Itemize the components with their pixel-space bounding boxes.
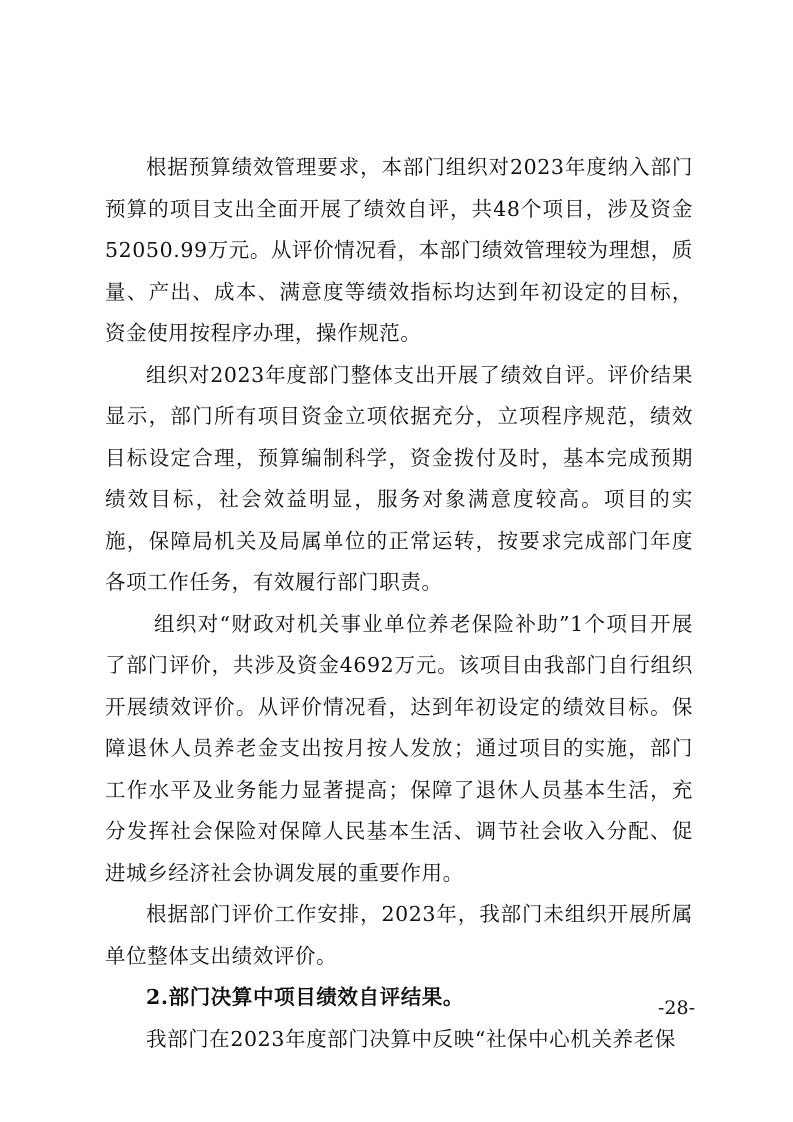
paragraph-3: 组织对“财政对机关事业单位养老保险补助”1个项目开展了部门评价，共涉及资金4692万元。该项目由我部门自行组织开展绩效评价。从评价情况看，达到年初设定的绩效目标。保障退休人员养老金支出按月按人发放；通过项目的实施，部门工作水平及业务能力显著提高；保障了退休人员基本生活，充分发挥社会保险对保障人民基本生活、调节社会收入分配、促进城乡经济社会协调发展的重要作用。 (105, 611, 693, 885)
page-number: -28- (657, 997, 695, 1019)
paragraph-1: 根据预算绩效管理要求，本部门组织对2023年度纳入部门预算的项目支出全面开展了绩效自评，共48个项目，涉及资金52050.99万元。从评价情况看，本部门绩效管理较为理想，质量、产出、成本、满意度等绩效指标均达到年初设定的目标，资金使用按程序办理，操作规范。 (105, 155, 693, 345)
section-heading: 2.部门决算中项目绩效自评结果。 (146, 985, 464, 1009)
paragraph-4: 根据部门评价工作安排，2023年，我部门未组织开展所属单位整体支出绩效评价。 (105, 902, 693, 968)
body-text (105, 147, 693, 1060)
paragraph-2: 组织对2023年度部门整体支出开展了绩效自评。评价结果显示，部门所有项目资金立项依据充分，立项程序规范，绩效目标设定合理，预算编制科学，资金拨付及时，基本完成预期绩效目标，社会效益明显，服务对象满意度较高。项目的实施，保障局机关及局属单位的正常运转，按要求完成部门年度各项工作任务，有效履行部门职责。 (105, 362, 693, 594)
paragraph-5: 我部门在2023年度部门决算中反映“社保中心机关养老保 (146, 1026, 676, 1051)
